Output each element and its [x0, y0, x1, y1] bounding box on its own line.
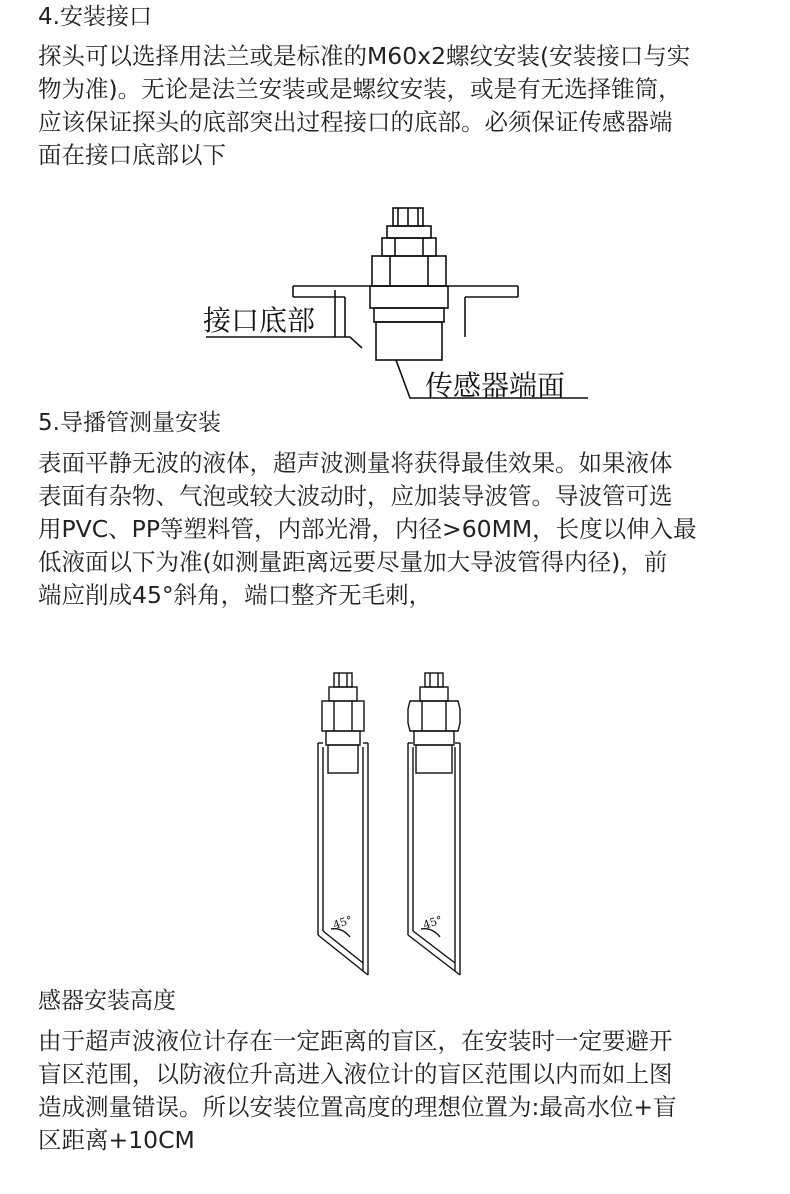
section-heading-install-height: 感器安装高度	[38, 988, 176, 1014]
paragraph-line: 区距离+10CM	[38, 1126, 195, 1154]
paragraph-line: 端应削成45°斜角，端口整齐无毛刺，	[38, 581, 433, 609]
interface-bottom-diagram	[0, 200, 790, 410]
paragraph-line: 探头可以选择用法兰或是标准的M60x2螺纹安装(安装接口与实	[38, 42, 691, 70]
paragraph-line: 面在接口底部以下	[38, 141, 226, 169]
paragraph-line: 应该保证探头的底部突出过程接口的底部。必须保证传感器端	[38, 108, 673, 136]
label-sensor-face: 传感器端面	[425, 369, 566, 402]
label-interface-bottom: 接口底部	[203, 304, 316, 337]
paragraph-line: 造成测量错误。所以安装位置高度的理想位置为:最高水位+盲	[38, 1093, 677, 1121]
angle-label-right: 45°	[421, 913, 445, 932]
angle-label-left: 45°	[331, 913, 355, 932]
guide-pipe-paragraph	[38, 447, 768, 612]
paragraph-line: 用PVC、PP等塑料管，内部光滑，内径>60MM，长度以伸入最	[38, 515, 697, 543]
section-heading-install-interface: 4.安装接口	[38, 4, 152, 30]
paragraph-line: 低液面以下为准(如测量距离远要尽量加大导波管得内径)，前	[38, 548, 668, 576]
section-heading-guide-pipe: 5.导播管测量安装	[38, 410, 221, 436]
paragraph-line: 表面平静无波的液体，超声波测量将获得最佳效果。如果液体	[38, 449, 673, 477]
guide-pipe-diagram	[0, 665, 790, 985]
install-interface-paragraph	[38, 40, 768, 172]
paragraph-line: 由于超声波液位计存在一定距离的盲区，在安装时一定要避开	[38, 1027, 673, 1055]
paragraph-line: 盲区范围，以防液位升高进入液位计的盲区范围以内而如上图	[38, 1060, 673, 1088]
paragraph-line: 表面有杂物、气泡或较大波动时，应加装导波管。导波管可选	[38, 482, 673, 510]
paragraph-line: 物为准)。无论是法兰安装或是螺纹安装，或是有无选择锥筒，	[38, 75, 682, 103]
install-height-paragraph	[38, 1025, 768, 1157]
